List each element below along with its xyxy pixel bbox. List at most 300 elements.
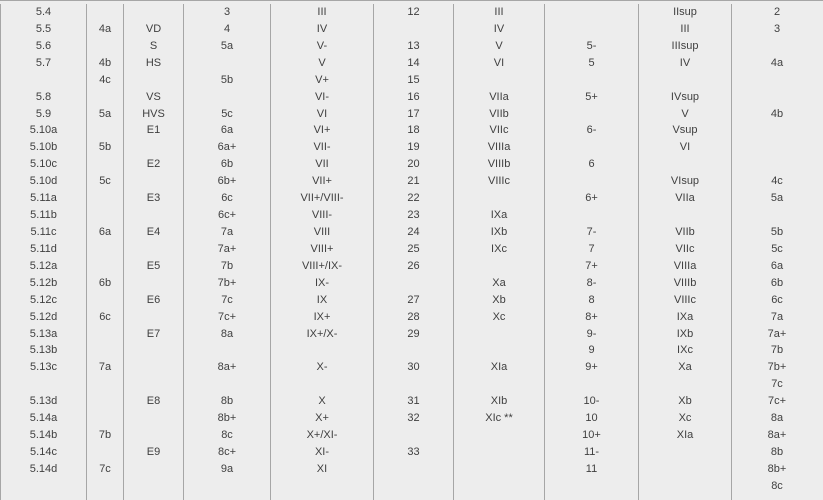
grade-cell: 7c+ — [767, 395, 787, 408]
grade-cell — [639, 156, 732, 173]
grade-cell: 7a — [770, 310, 784, 323]
table-row — [0, 241, 823, 258]
grade-cell — [454, 258, 545, 275]
grade-cell: IV — [639, 55, 732, 72]
grade-cell — [732, 89, 822, 106]
grade-cell: 5.13d — [0, 393, 87, 410]
grade-cell — [374, 478, 454, 495]
grade-cell: VII+/VIII- — [271, 190, 374, 207]
grade-cell: 11 — [545, 461, 639, 478]
grade-cell — [374, 342, 454, 359]
grade-cell: X+ — [271, 410, 374, 427]
grade-cell — [87, 156, 124, 173]
grade-cell: 9 — [545, 342, 639, 359]
grade-cell: 6a — [770, 259, 784, 272]
grade-cell — [545, 478, 639, 495]
grade-cell: 5a — [184, 38, 271, 55]
grade-cell: 14 — [374, 55, 454, 72]
grade-cell: VII — [271, 156, 374, 173]
grade-cell: X — [271, 393, 374, 410]
grade-cell: 6- — [545, 122, 639, 139]
grade-cell: 30 — [374, 359, 454, 376]
grade-cell: 4c — [771, 175, 783, 188]
grade-cell — [87, 292, 124, 309]
grade-cell — [271, 342, 374, 359]
grade-cell — [87, 342, 124, 359]
grade-cell — [454, 427, 545, 444]
grade-cell: IX+/X- — [271, 326, 374, 343]
grade-cell: 8- — [545, 275, 639, 292]
grade-cell — [87, 207, 124, 224]
grade-cell: 20 — [374, 156, 454, 173]
grade-cell: 5.9 — [0, 106, 87, 123]
grade-cell: E2 — [124, 156, 184, 173]
grade-cell — [87, 89, 124, 106]
grade-cell: 6c — [184, 190, 271, 207]
grade-cell: 6c — [771, 293, 783, 306]
table-row — [0, 72, 823, 89]
grade-cell: V — [639, 106, 732, 123]
grade-cell: VI — [639, 139, 732, 156]
table-row — [0, 275, 823, 292]
table-row — [0, 55, 823, 72]
grade-cell: 5c — [87, 173, 124, 190]
grade-cell: VIIIa — [639, 258, 732, 275]
grade-cell: 32 — [374, 410, 454, 427]
grade-cell: 8b+ — [767, 462, 787, 475]
grade-cell — [454, 444, 545, 461]
grade-cell — [87, 393, 124, 410]
grade-cell: 7a — [87, 359, 124, 376]
grade-cell: V — [271, 55, 374, 72]
grade-cell: 4 — [184, 21, 271, 38]
grade-cell: 5.14d — [0, 461, 87, 478]
grade-cell — [124, 342, 184, 359]
grade-cell: 8c+ — [184, 444, 271, 461]
grade-cell: S — [124, 38, 184, 55]
grade-cell: 5.11b — [0, 207, 87, 224]
grade-cell: V — [454, 38, 545, 55]
grade-cell — [124, 309, 184, 326]
grade-cell — [454, 72, 545, 89]
grade-cell: 29 — [374, 326, 454, 343]
grade-cell: 8c — [771, 479, 783, 492]
grade-cell — [454, 326, 545, 343]
grade-cell: 5.12d — [0, 309, 87, 326]
grade-cell: 26 — [374, 258, 454, 275]
grade-cell: 16 — [374, 89, 454, 106]
grade-cell: 9a — [184, 461, 271, 478]
grade-cell: 5.10c — [0, 156, 87, 173]
grade-cell — [545, 207, 639, 224]
grade-cell: 5.4 — [0, 4, 87, 21]
grade-cell: Xa — [639, 359, 732, 376]
grade-cell: X- — [271, 359, 374, 376]
grade-cell: 7c+ — [184, 309, 271, 326]
grade-cell: 17 — [374, 106, 454, 123]
grade-cell: 7c — [87, 461, 124, 478]
table-row — [0, 89, 823, 106]
grade-cell — [545, 106, 639, 123]
grade-cell — [545, 72, 639, 89]
grade-cell: V+ — [271, 72, 374, 89]
grade-cell: 4b — [770, 107, 784, 120]
table-row — [0, 376, 823, 393]
grade-cell: 7c — [184, 292, 271, 309]
table-row — [0, 207, 823, 224]
grade-cell: VIIb — [639, 224, 732, 241]
grade-cell: VIII+ — [271, 241, 374, 258]
grade-cell — [124, 495, 184, 500]
grade-cell: Vsup — [639, 122, 732, 139]
grade-cell — [124, 359, 184, 376]
table-row — [0, 309, 823, 326]
grade-cell: 5c — [771, 242, 783, 255]
grade-cell: E8 — [124, 393, 184, 410]
grade-cell: VI — [454, 55, 545, 72]
grade-cell: VII- — [271, 139, 374, 156]
grade-cell: 8b — [184, 393, 271, 410]
grade-cell — [545, 21, 639, 38]
grade-cell: 8a — [770, 412, 784, 425]
table-row — [0, 173, 823, 190]
grade-cell — [732, 495, 822, 500]
grade-cell: 18 — [374, 122, 454, 139]
grade-cell: 5a — [87, 106, 124, 123]
grade-cell — [374, 461, 454, 478]
grade-cell: VIIb — [454, 106, 545, 123]
grade-cell: E4 — [124, 224, 184, 241]
grade-cell — [271, 376, 374, 393]
grade-cell — [87, 122, 124, 139]
grade-cell: 6a — [184, 122, 271, 139]
grade-cell: HS — [124, 55, 184, 72]
table-row — [0, 292, 823, 309]
grade-cell: Xc — [639, 410, 732, 427]
grade-cell: 8+ — [545, 309, 639, 326]
table-row — [0, 478, 823, 495]
grade-cell — [124, 173, 184, 190]
grade-cell: 7a — [184, 224, 271, 241]
grade-cell — [124, 139, 184, 156]
grade-cell: 31 — [374, 393, 454, 410]
grade-cell: 6c+ — [184, 207, 271, 224]
grade-cell — [732, 139, 822, 156]
grade-cell: 5.10d — [0, 173, 87, 190]
grade-cell: VII+ — [271, 173, 374, 190]
grade-cell: 7b+ — [767, 361, 787, 374]
grade-cell: VIIIb — [639, 275, 732, 292]
grade-cell: III — [639, 21, 732, 38]
grade-cell: XI- — [271, 444, 374, 461]
grade-cell: 8b+ — [184, 410, 271, 427]
grade-cell: 5.13a — [0, 326, 87, 343]
grade-cell — [639, 72, 732, 89]
grade-cell: III — [454, 4, 545, 21]
grade-cell: XIa — [454, 359, 545, 376]
grade-cell — [87, 444, 124, 461]
grade-cell: 8a+ — [767, 429, 787, 442]
grade-cell: VIII+/IX- — [271, 258, 374, 275]
grade-cell: 4a — [87, 21, 124, 38]
grade-cell: 8a+ — [184, 359, 271, 376]
grade-cell: VD — [124, 21, 184, 38]
grade-cell — [87, 4, 124, 21]
grade-cell: VI — [271, 106, 374, 123]
grade-cell: VIII — [271, 224, 374, 241]
grade-cell: 28 — [374, 309, 454, 326]
grade-cell: 10+ — [545, 427, 639, 444]
grade-cell — [87, 376, 124, 393]
grade-cell: 5.11a — [0, 190, 87, 207]
grade-cell: 4c — [87, 72, 124, 89]
grade-cell — [639, 376, 732, 393]
grade-cell: 23 — [374, 207, 454, 224]
grade-cell: 5.6 — [0, 38, 87, 55]
grade-cell — [545, 376, 639, 393]
grade-cell — [124, 241, 184, 258]
grade-cell — [87, 38, 124, 55]
grade-cell: 4a — [770, 56, 784, 69]
table-row — [0, 393, 823, 410]
grade-cell: Xc — [454, 309, 545, 326]
grade-cell: 6a+ — [184, 139, 271, 156]
grade-cell: 10- — [545, 393, 639, 410]
grade-cell — [374, 275, 454, 292]
grade-cell: IXb — [639, 326, 732, 343]
grade-cell — [184, 55, 271, 72]
grade-cell: IV — [454, 21, 545, 38]
grade-cell — [545, 4, 639, 21]
grade-cell: VI- — [271, 89, 374, 106]
grade-cell: 5b — [87, 139, 124, 156]
grade-cell: 6b — [87, 275, 124, 292]
grade-cell: 5.12b — [0, 275, 87, 292]
table-row — [0, 21, 823, 38]
grade-cell — [184, 495, 271, 500]
grade-cell: 5.13b — [0, 342, 87, 359]
grade-cell — [87, 478, 124, 495]
grade-cell: E6 — [124, 292, 184, 309]
grade-cell: 11- — [545, 444, 639, 461]
table-row — [0, 224, 823, 241]
grade-cell — [184, 376, 271, 393]
grade-cell — [454, 190, 545, 207]
grade-cell: 5b — [184, 72, 271, 89]
grade-cell: 9+ — [545, 359, 639, 376]
grade-cell: IX — [271, 292, 374, 309]
grade-cell — [639, 478, 732, 495]
grade-cell: XIa — [639, 427, 732, 444]
grade-cell: 3 — [184, 4, 271, 21]
grade-cell: 7 — [545, 241, 639, 258]
grade-cell — [124, 207, 184, 224]
grade-cell: 5.14b — [0, 427, 87, 444]
grade-cell — [732, 207, 822, 224]
table-row — [0, 342, 823, 359]
grade-cell: HVS — [124, 106, 184, 123]
grade-cell: 6+ — [545, 190, 639, 207]
grade-cell: IXb — [454, 224, 545, 241]
grade-cell: 5.5 — [0, 21, 87, 38]
grade-cell: 5.8 — [0, 89, 87, 106]
grade-cell: VIIIa — [454, 139, 545, 156]
grade-cell: 5b — [770, 225, 784, 238]
grade-cell: 5.10a — [0, 122, 87, 139]
grade-cell: 7a+ — [184, 241, 271, 258]
grade-cell: 5 — [545, 55, 639, 72]
grade-cell: VIIIb — [454, 156, 545, 173]
grade-cell: E3 — [124, 190, 184, 207]
grade-cell: 5+ — [545, 89, 639, 106]
grade-cell — [124, 478, 184, 495]
grade-cell — [545, 495, 639, 500]
table-row — [0, 410, 823, 427]
grade-cell: 5.10b — [0, 139, 87, 156]
grade-cell — [454, 461, 545, 478]
grade-cell: 2 — [773, 6, 781, 18]
grade-cell: Xa — [454, 275, 545, 292]
grade-cell — [124, 427, 184, 444]
grade-cell: VIIIc — [639, 292, 732, 309]
grade-cell: IXc — [454, 241, 545, 258]
grade-cell: E9 — [124, 444, 184, 461]
grade-cell: 21 — [374, 173, 454, 190]
grade-cell: VIII- — [271, 207, 374, 224]
table-row — [0, 38, 823, 55]
grade-cell: IX+ — [271, 309, 374, 326]
grade-cell — [87, 326, 124, 343]
grade-cell: 7c — [771, 378, 783, 391]
grade-cell: 6b — [184, 156, 271, 173]
grade-cell: 7b+ — [184, 275, 271, 292]
grade-cell: 5c — [184, 106, 271, 123]
grade-cell — [184, 342, 271, 359]
grade-cell: 19 — [374, 139, 454, 156]
grade-cell: E7 — [124, 326, 184, 343]
grade-cell — [454, 478, 545, 495]
grade-cell — [374, 376, 454, 393]
grade-cell — [545, 139, 639, 156]
grade-cell: IX- — [271, 275, 374, 292]
grade-cell — [124, 376, 184, 393]
grade-cell: 5.12c — [0, 292, 87, 309]
grade-cell: 5a — [770, 192, 784, 205]
grade-cell: 6 — [545, 156, 639, 173]
grade-cell: 22 — [374, 190, 454, 207]
grade-cell — [732, 156, 822, 173]
grade-cell — [732, 122, 822, 139]
grade-cell: 10 — [545, 410, 639, 427]
grade-cell: 5- — [545, 38, 639, 55]
grade-cell — [124, 4, 184, 21]
grade-cell: 5.14c — [0, 444, 87, 461]
grade-cell: 24 — [374, 224, 454, 241]
grade-cell: 7+ — [545, 258, 639, 275]
grade-cell — [0, 72, 87, 89]
grade-cell: V- — [271, 38, 374, 55]
grade-cell: 5.14a — [0, 410, 87, 427]
grade-cell: IVsup — [639, 89, 732, 106]
grade-cell: VIIc — [639, 241, 732, 258]
grade-cell: VIsup — [639, 173, 732, 190]
grade-cell: 7b — [770, 344, 784, 357]
grade-cell: 8 — [545, 292, 639, 309]
grade-cell — [374, 427, 454, 444]
grade-cell: XIb — [454, 393, 545, 410]
table-row — [0, 495, 823, 500]
grade-cell — [732, 72, 822, 89]
grade-cell: VI+ — [271, 122, 374, 139]
grade-cell: E1 — [124, 122, 184, 139]
grade-cell — [184, 478, 271, 495]
grade-cell — [87, 241, 124, 258]
grade-cell — [0, 376, 87, 393]
table-row — [0, 4, 823, 21]
grade-cell: XI — [271, 461, 374, 478]
table-row — [0, 122, 823, 139]
table-row — [0, 326, 823, 343]
grade-cell: 6b — [770, 276, 784, 289]
grade-cell — [639, 495, 732, 500]
grade-cell — [184, 89, 271, 106]
grade-cell: IXa — [639, 309, 732, 326]
grade-cell: VIIa — [454, 89, 545, 106]
grade-cell — [454, 376, 545, 393]
grade-cell: 13 — [374, 38, 454, 55]
grade-cell: IXa — [454, 207, 545, 224]
grade-cell: IV — [271, 21, 374, 38]
grade-cell: III — [271, 4, 374, 21]
grade-cell: 8c — [184, 427, 271, 444]
grade-cell: 8b — [770, 445, 784, 458]
grade-cell: Xb — [454, 292, 545, 309]
grade-cell: 15 — [374, 72, 454, 89]
grade-cell — [639, 461, 732, 478]
table-row — [0, 139, 823, 156]
grade-cell: 8a — [184, 326, 271, 343]
grade-cell — [454, 495, 545, 500]
grade-cell — [124, 461, 184, 478]
grade-cell: VS — [124, 89, 184, 106]
table-row — [0, 190, 823, 207]
table-row — [0, 258, 823, 275]
grade-cell: 7- — [545, 224, 639, 241]
grade-cell: 7b — [184, 258, 271, 275]
grade-cell: 7b — [87, 427, 124, 444]
grade-cell — [87, 258, 124, 275]
table-row — [0, 444, 823, 461]
grade-cell — [545, 173, 639, 190]
grade-cell — [639, 444, 732, 461]
grade-cell — [87, 190, 124, 207]
grade-cell: IXc — [639, 342, 732, 359]
grade-cell — [124, 410, 184, 427]
grade-cell — [124, 275, 184, 292]
grade-cell: 6c — [87, 309, 124, 326]
grade-cell: 4b — [87, 55, 124, 72]
grade-cell — [87, 410, 124, 427]
grade-cell — [639, 207, 732, 224]
grade-cell: IIIsup — [639, 38, 732, 55]
grade-cell: 6a — [87, 224, 124, 241]
grade-cell: IIsup — [639, 4, 732, 21]
grade-cell: 5.11d — [0, 241, 87, 258]
grade-cell: X+/XI- — [271, 427, 374, 444]
grade-cell — [374, 21, 454, 38]
grade-cell: 33 — [374, 444, 454, 461]
grade-cell — [87, 495, 124, 500]
